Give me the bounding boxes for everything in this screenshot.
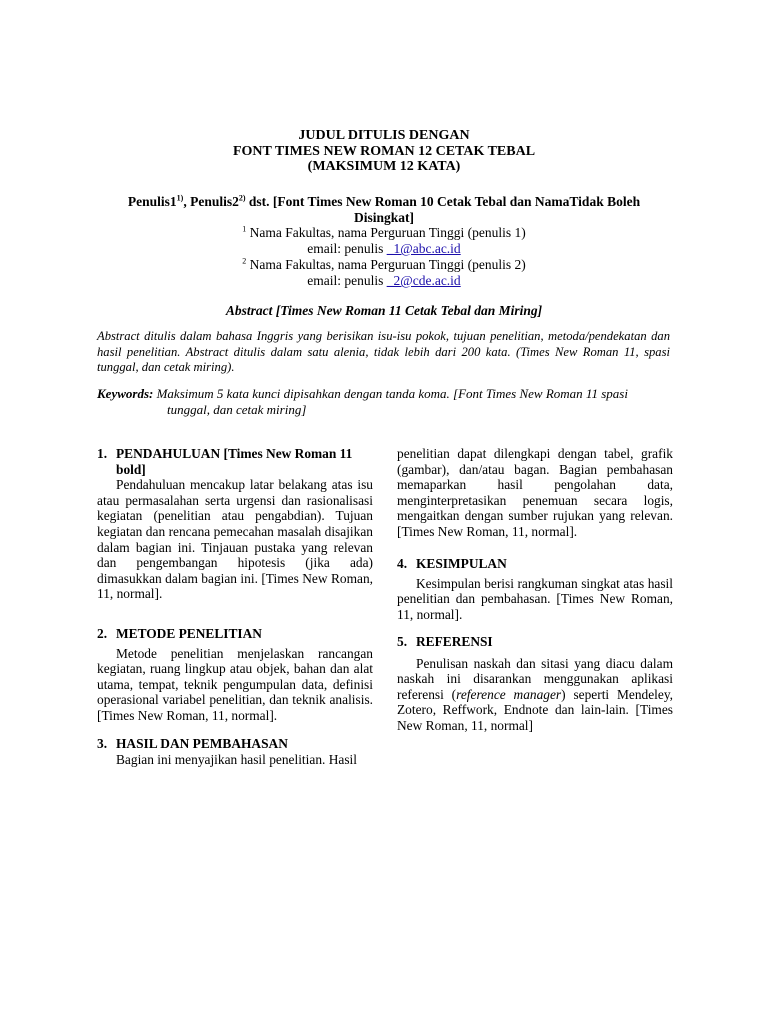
section-2-title: METODE PENELITIAN xyxy=(116,626,262,641)
email-1-link[interactable]: _1@abc.ac.id xyxy=(386,241,461,256)
abstract-body: Abstract ditulis dalam bahasa Inggris yang berisikan isu-isu pokok, tujuan penelitian, metoda/pendekatan dan hasil penelitian. Abstract ditulis dalam satu alenia, tidak lebih dari 200 kata. (Times New Roman 11, spasi tunggal, dan cetak miring). xyxy=(97,329,670,374)
section-5-number: 5. xyxy=(397,634,408,649)
title-line-3: (MAKSIMUM 12 KATA) xyxy=(307,159,461,174)
section-3-heading xyxy=(97,736,373,752)
keywords-text: Maksimum 5 kata kunci dipisahkan dengan tanda koma. [Font Times New Roman 11 spasi tunggal, dan cetak miring] xyxy=(153,386,628,417)
affiliation-2-sup: 2 xyxy=(242,256,247,266)
author-1-sup: 1) xyxy=(176,193,184,203)
section-5-body-italic: reference manager xyxy=(456,686,562,702)
title-line-2: FONT TIMES NEW ROMAN 12 CETAK TEBAL xyxy=(232,143,536,159)
section-5-body-post: ) seperti Mendeley, Zotero, Reffwork, Endnote dan lain-lain. [Times New Roman, 11, normal] xyxy=(397,686,674,733)
email-2-label: email: penulis xyxy=(307,273,387,288)
title-line-1: JUDUL DITULIS DENGAN xyxy=(298,128,470,143)
section-5-heading xyxy=(397,634,673,650)
section-4 xyxy=(397,556,673,622)
section-4-number: 4. xyxy=(397,556,408,571)
section-3-title: HASIL DAN PEMBAHASAN xyxy=(116,736,288,751)
section-2-heading xyxy=(97,626,373,642)
email-1-label: email: penulis xyxy=(307,241,387,256)
section-3 xyxy=(97,736,373,767)
affiliation-1-sup: 1 xyxy=(242,224,247,234)
section-2 xyxy=(97,626,373,724)
author-line xyxy=(108,194,660,226)
section-4-body: Kesimpulan berisi rangkuman singkat atas hasil penelitian dan pembahasan. [Times New Roman, 11, normal]. xyxy=(397,575,673,622)
email-2-link[interactable]: _2@cde.ac.id xyxy=(386,273,461,288)
section-3-body-continued: penelitian dapat dilengkapi dengan tabel, grafik (gambar), dan/atau bagan. Bagian pembahasan memaparkan hasil pengolahan data, menginterpretasikan penemuan secara logis, mengaitkan dengan sumber rujukan yang relevan. [Times New Roman, 11, normal]. xyxy=(397,446,673,539)
affiliation-1 xyxy=(0,225,768,257)
section-1-heading xyxy=(97,446,373,477)
section-4-title: KESIMPULAN xyxy=(416,556,507,571)
author-separator: , xyxy=(183,194,191,209)
section-5-body xyxy=(397,656,673,734)
abstract-heading: Abstract [Times New Roman 11 Cetak Tebal dan Miring] xyxy=(225,303,543,318)
affiliation-1-text: Nama Fakultas, nama Perguruan Tinggi (penulis 1) xyxy=(246,225,526,240)
keywords-block xyxy=(97,386,670,417)
section-1 xyxy=(97,446,373,602)
section-3-continued xyxy=(397,446,673,540)
affiliation-2-text: Nama Fakultas, nama Perguruan Tinggi (penulis 2) xyxy=(246,257,526,272)
section-1-title: PENDAHULUAN [Times New Roman 11 bold] xyxy=(116,446,353,477)
author-2-sup: 2) xyxy=(238,193,246,203)
section-5 xyxy=(397,634,673,734)
affiliation-2 xyxy=(0,257,768,289)
section-5-body-pre: Penulisan naskah dan sitasi yang diacu dalam naskah ini disarankan menggunakan aplikasi referensi ( xyxy=(397,655,673,702)
author-note: dst. [Font Times New Roman 10 Cetak Tebal dan NamaTidak Boleh Disingkat] xyxy=(245,194,641,225)
section-4-heading xyxy=(397,556,673,572)
paper-title xyxy=(0,128,768,175)
section-2-body: Metode penelitian menjelaskan rancangan kegiatan, ruang lingkup atau objek, bahan dan alat utama, tempat, teknik pengumpulan data, definisi operasional variabel penelitian, dan teknik analisis. [Times New Roman, 11, normal]. xyxy=(97,645,373,723)
author-2: Penulis2 xyxy=(190,194,239,209)
section-5-title: REFERENSI xyxy=(416,634,493,649)
section-1-body: Pendahuluan mencakup latar belakang atas isu atau permasalahan serta urgensi dan rasionalisasi kegiatan (penelitian atau pengabdian). Tujuan kegiatan dan rencana pemecahan masalah disajikan dalam bagian ini. Tinjauan pustaka yang relevan dan pengembangan hipotesis (jika ada) dimasukkan dalam bagian ini. [Times New Roman, 11, normal]. xyxy=(97,477,373,602)
section-2-number: 2. xyxy=(97,626,108,641)
keywords-label: Keywords: xyxy=(97,386,154,401)
section-3-body-start: Bagian ini menyajikan hasil penelitian. Hasil xyxy=(116,751,357,767)
section-3-number: 3. xyxy=(97,736,108,751)
section-1-number: 1. xyxy=(97,446,108,461)
author-1: Penulis1 xyxy=(127,194,177,209)
